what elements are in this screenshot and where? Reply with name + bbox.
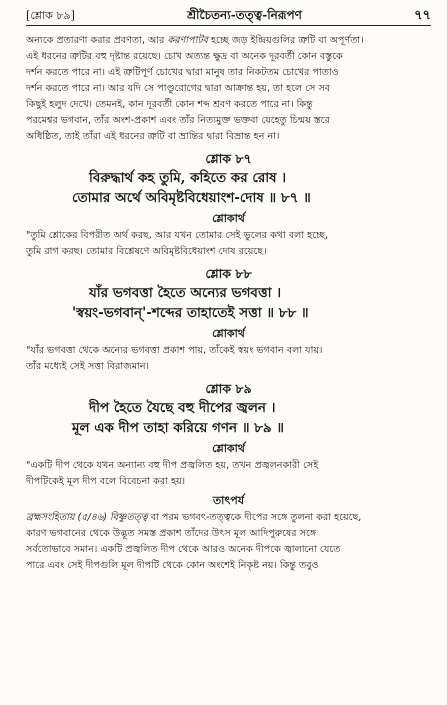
purport-line: কারণ ভগবানের থেকে উদ্ভূত সমস্ত প্রকাশ তাঁদের উৎস মূল আদিপুরুষের সঙ্গে: [26, 528, 317, 539]
translation-line: তাঁর মধ্যেই সেই সত্তা বিরাজমান।: [26, 361, 149, 372]
verse-89-line-2: মূল এক দীপ তাহা করিয়ে গণন ॥ ৮৯ ॥: [72, 420, 285, 436]
purport-line: পারে এবং সেই দীপগুলি মূল দীপটি থেকে কোন অংশেই নিকৃষ্ট নয়। কিন্তু তবুও: [26, 560, 319, 571]
verse-88-translation-label: শ্লোকার্থ: [212, 327, 245, 340]
translation-line: তুমি রাগ করছ। তোমার বিশ্লেষণে অবিমৃষ্টবিধেয়াংশ দোষ রয়েছে।: [26, 246, 267, 257]
verse-87-translation: [26, 228, 431, 260]
verse-88-translation: [26, 343, 431, 375]
intro-paragraph: [26, 33, 431, 145]
verse-87-line-1: বিরুদ্ধার্থ কহ তুমি, কহিতে কর রোষ ।: [89, 170, 287, 186]
intro-italic-term: করণাপাটব: [167, 35, 208, 46]
verse-89-translation: [26, 458, 431, 490]
verse-89-label: শ্লোক ৮৯: [205, 381, 252, 396]
purport-label: তাৎপর্য: [212, 494, 245, 507]
header-verse-ref: [শ্লোক ৮৯]: [26, 9, 75, 22]
purport-paragraph: [26, 510, 431, 574]
verse-87-line-2: তোমার অর্থে অবিমৃষ্টবিধেয়াংশ-দোষ ॥ ৮৭ ॥: [72, 190, 311, 206]
purport-scripture-ref: ব্রহ্মসংহিতায় (৫/৪৬): [26, 512, 107, 523]
intro-line: কিছুই হলুদ দেখে। তেমনই, কান দূরবর্তী কোন শব্দ শ্রবণ করতে পারে না। কিন্তু: [26, 99, 313, 110]
purport-line: সর্বতোভাবে সমান। একটি প্রজ্বলিত দীপ থেকে আরও অনেক দীপকে জ্বালানো যেতে: [26, 544, 341, 555]
verse-88-line-2: 'স্বয়ং-ভগবান্'-শব্দের তাহাতেই সত্তা ॥ ৮৮ ॥: [72, 305, 309, 321]
running-header: [26, 6, 431, 26]
book-page: [26, 6, 431, 574]
page-number: ৭৭: [414, 8, 431, 23]
intro-line: পরমেশ্বর ভগবান, তাঁর অংশ-প্রকাশ এবং তাঁর নিত্যমুক্ত ভক্তবা যেহেতু চিন্ময় স্তরে: [26, 115, 330, 126]
verse-87-label: শ্লোক ৮৭: [205, 151, 252, 166]
translation-line: "একটি দীপ থেকে যখন অন্যান্য বহু দীপ প্রজ্বলিত হয়, তখন প্রজ্বলনকারী সেই: [26, 460, 319, 471]
purport-italic-term: বিষ্ণুতত্ত্ব: [110, 512, 148, 523]
translation-line: "তুমি শ্লোকের বিপরীত অর্থ করছ, আর যখন তোমার সেই ভুলের কথা বলা হচ্ছে,: [26, 230, 329, 241]
intro-line: দর্শন করতে পারে না। আর যদি সে পাণ্ডুরোগের দ্বারা আক্রান্ত হয়, তা হলে সে সব: [26, 83, 331, 94]
purport-line: [26, 510, 431, 526]
verse-87-translation-label: শ্লোকার্থ: [212, 212, 245, 225]
verse-88-label: শ্লোক ৮৮: [205, 266, 252, 281]
verse-89-translation-label: শ্লোকার্থ: [212, 442, 245, 455]
translation-line: দীপটিকেই মূল দীপ বলে বিবেচনা করা হয়।: [26, 476, 186, 487]
verse-88-line-1: যাঁর ভগবত্তা হৈতে অন্যের ভগবত্তা ।: [89, 285, 282, 301]
verse-89-line-1: দীপ হৈতে যৈছে বহু দীপের জ্বলন ।: [89, 400, 276, 416]
intro-line: এই ধরনের ত্রুটির বহু দৃষ্টান্ত রয়েছে। চোখ অত্যন্ত ক্ষুদ্র বা অনেক দূরবর্তী কোন বস্তুকে: [26, 51, 343, 62]
intro-line: দর্শন করতে পারে না। এই ত্রুটিপূর্ণ চোখের দ্বারা মানুষ তার নিকটতম চোখের পাতাও: [26, 67, 339, 78]
purport-first-line-text: বা পরম ভগবৎ-তত্ত্বকে দীপের সঙ্গে তুলনা করা হয়েছে,: [150, 512, 362, 523]
intro-line: অন্যকে প্রতারণা করার প্রবণতা, আর করণাপাটব হচ্ছে জড় ইন্দ্রিয়গুলির ত্রুটি বা অপূর্ণতা।: [26, 35, 364, 46]
translation-line: "যাঁর ভগবত্তা থেকে অন্যের ভগবত্তা প্রকাশ পায়, তাঁকেই স্বয়ং ভগবান বলা যায়।: [26, 345, 323, 356]
intro-line: অধিষ্ঠিত, তাই তাঁরা এই ধরনের ত্রুটি বা ভ্রান্তির দ্বারা বিভ্রান্ত হন না।: [26, 131, 280, 142]
header-title: শ্রীচৈতন্য-তত্ত্ব-নিরূপণ: [187, 8, 302, 22]
